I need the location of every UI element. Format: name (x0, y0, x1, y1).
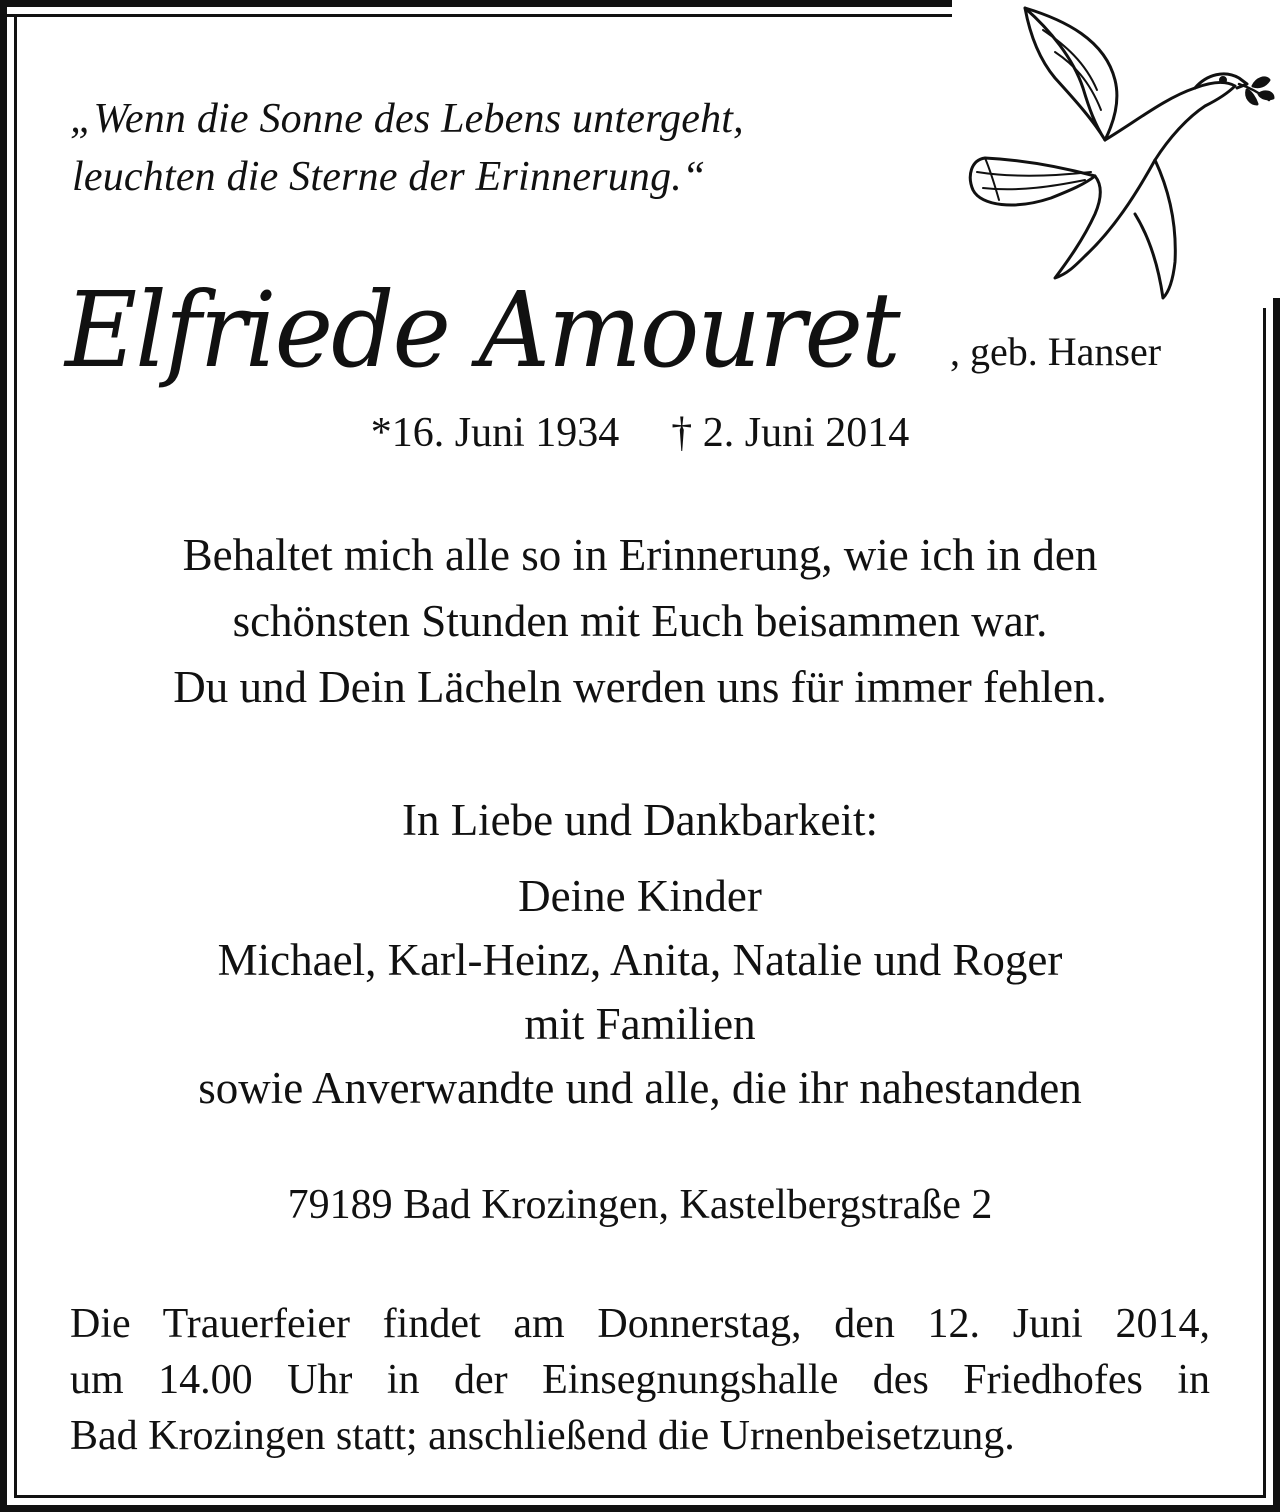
thanks-heading: In Liebe und Dankbarkeit: (401, 795, 879, 845)
funeral-service-notice (70, 1296, 1210, 1464)
verse-line: Du und Dein Lächeln werden uns für immer fehlen. (173, 662, 1107, 712)
mourners-line: mit Familien (524, 999, 756, 1049)
deceased-name-line (65, 270, 1215, 390)
service-line: Die Trauerfeier findet am Donnerstag, den 12. Juni 2014, (70, 1301, 1210, 1347)
border-right-inner (1263, 308, 1266, 1498)
border-left-inner (14, 14, 17, 1498)
family-address: 79189 Bad Krozingen, Kastelbergstraße 2 (287, 1182, 993, 1228)
service-line: Bad Krozingen statt; anschließend die Urnenbeisetzung. (70, 1413, 1015, 1459)
verse-line: Behaltet mich alle so in Erinnerung, wie ich in den (182, 530, 1098, 580)
border-bottom-outer (0, 1505, 1280, 1512)
birth-name: , geb. Hanser (950, 329, 1162, 374)
death-date: † 2. Juni 2014 (671, 410, 910, 456)
border-bottom-inner (14, 1495, 1266, 1498)
farewell-verse (60, 522, 1220, 720)
mourners-list (60, 864, 1220, 1120)
life-dates (60, 408, 1220, 458)
mourners-line: Michael, Karl-Heinz, Anita, Natalie und Roger (217, 935, 1063, 985)
memorial-quote (70, 90, 950, 206)
mourners-line: sowie Anverwandte und alle, die ihr nahestanden (198, 1063, 1082, 1113)
deceased-name: Elfriede Amouret (65, 269, 899, 391)
dove-with-olive-branch-icon (955, 0, 1275, 300)
border-top-outer (0, 0, 952, 7)
verse-line: schönsten Stunden mit Euch beisammen war. (232, 596, 1048, 646)
mourners-line: Deine Kinder (518, 871, 762, 921)
border-right-outer (1273, 298, 1280, 1512)
quote-line-1: „Wenn die Sonne des Lebens untergeht, (70, 96, 744, 142)
border-top-inner (0, 14, 952, 17)
service-line: um 14.00 Uhr in der Einsegnungshalle des Friedhofes in (70, 1357, 1210, 1403)
birth-date: *16. Juni 1934 (370, 410, 620, 456)
quote-line-2: leuchten die Sterne der Erinnerung.“ (72, 154, 706, 200)
border-left-outer (0, 0, 7, 1512)
